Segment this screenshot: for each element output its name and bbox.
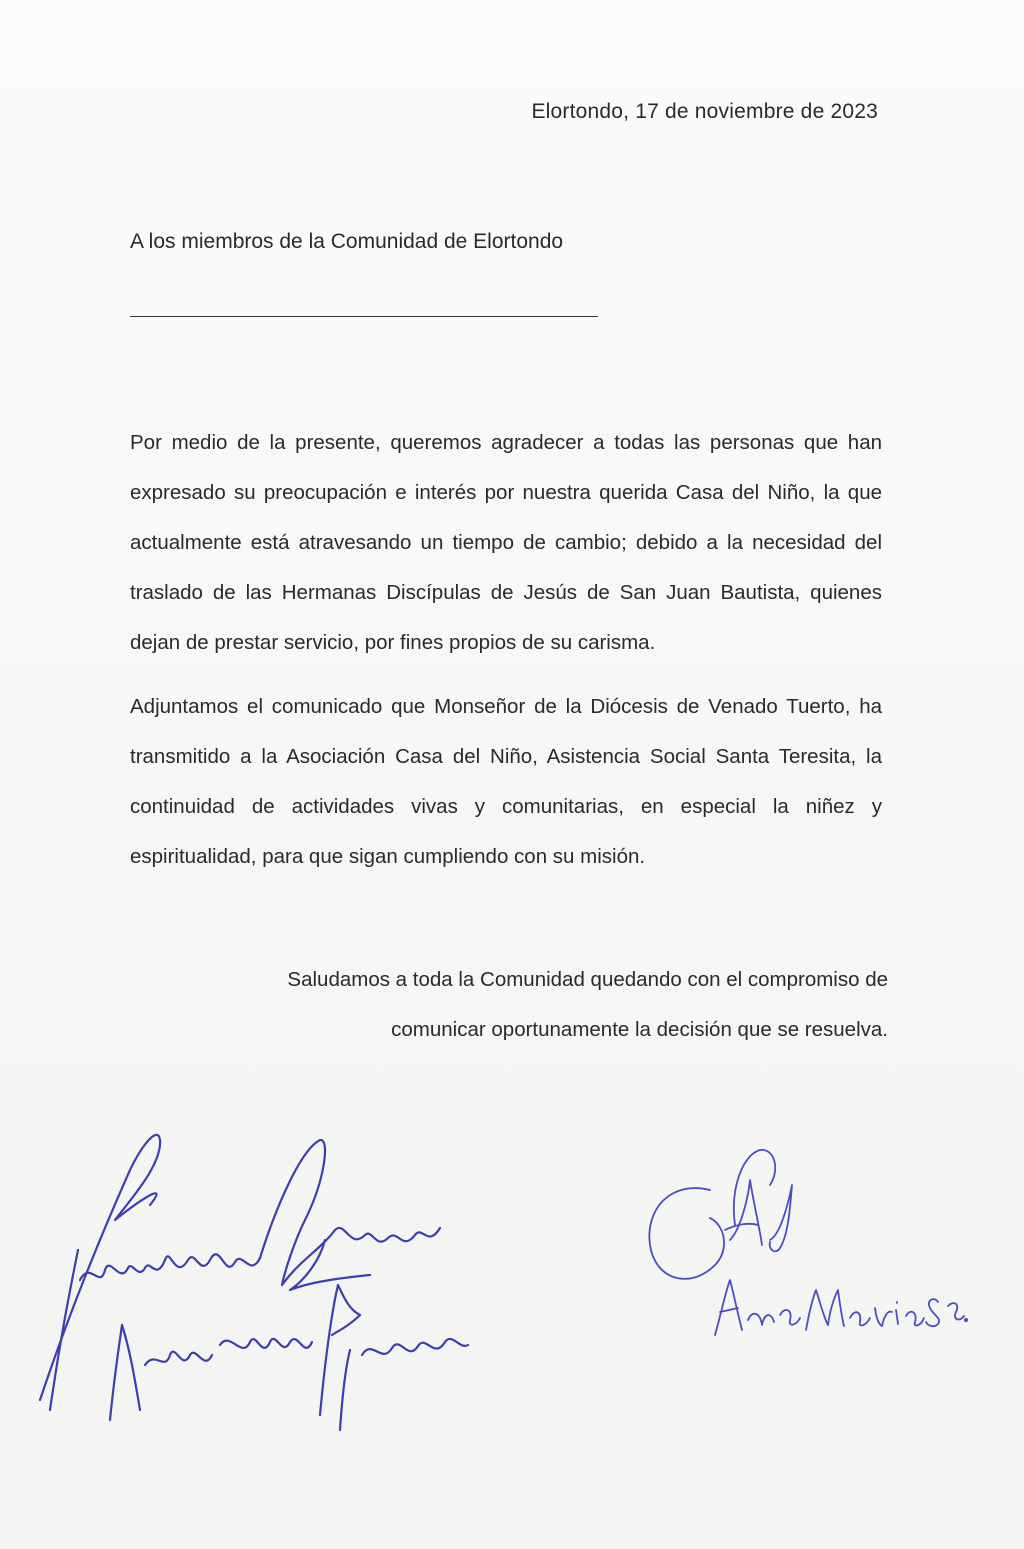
date-line: Elortondo, 17 de noviembre de 2023 [531, 100, 878, 123]
closing-paragraph: Saludamos a toda la Comunidad quedando con el compromiso de comunicar oportunamente la decisión que se resuelva. [287, 968, 888, 1041]
signature-right [630, 1130, 970, 1360]
recipient-underline [130, 316, 598, 317]
signature-left [20, 1110, 480, 1440]
letter-body [130, 418, 882, 896]
body-paragraph-2: Adjuntamos el comunicado que Monseñor de la Diócesis de Venado Tuerto, ha transmitido a la Asociación Casa del Niño, Asistencia Social Santa Teresita, la continuidad de actividades vivas y comunitarias, en especial la niñez y espiritualidad, para que sigan cumpliendo con su misión. [130, 695, 882, 868]
recipient-line: A los miembros de la Comunidad de Elortondo [130, 230, 564, 253]
body-paragraph-1: Por medio de la presente, queremos agradecer a todas las personas que han expresado su preocupación e interés por nuestra querida Casa del Niño, la que actualmente está atravesando un tiempo de cambio; debido a la necesidad del traslado de las Hermanas Discípulas de Jesús de San Juan Bautista, quienes dejan de prestar servicio, por fines propios de su carisma. [130, 431, 882, 654]
